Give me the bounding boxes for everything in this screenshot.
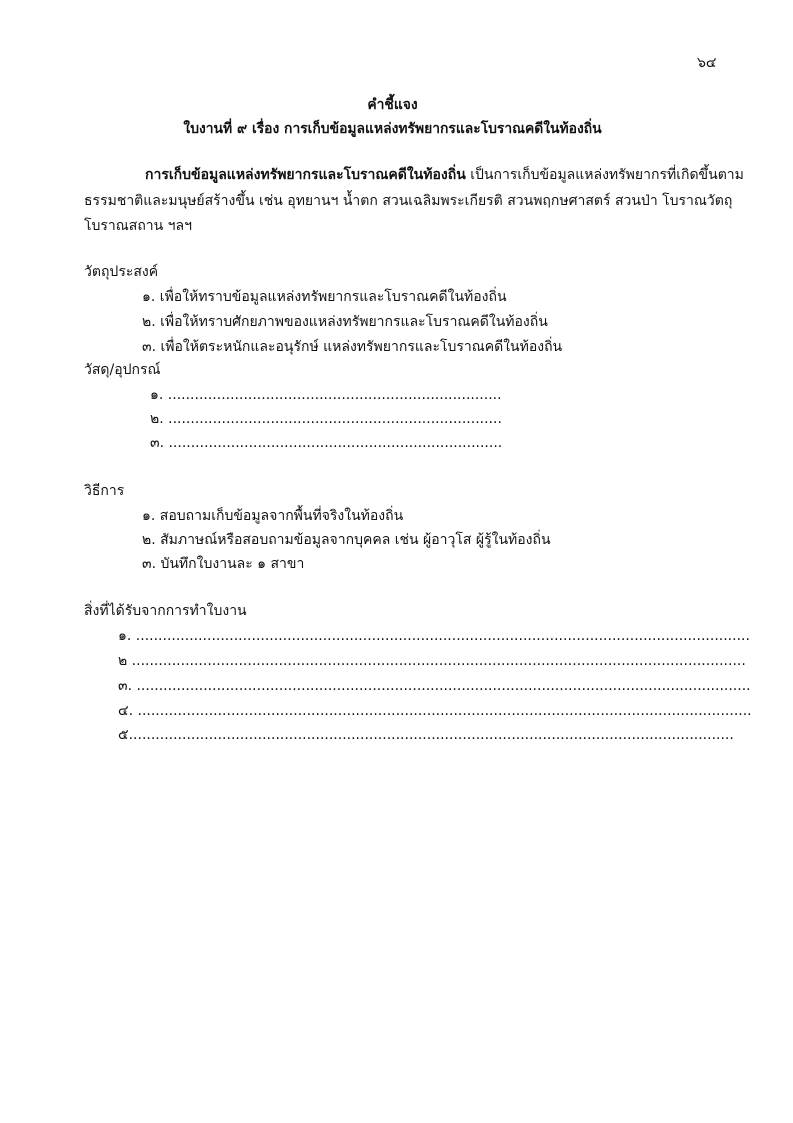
method-item-1: ๑. สอบถามเก็บข้อมูลจากพื้นที่จริงในท้องถิ่น [142, 508, 404, 524]
results-item-4: ๔. .......................................................................................................................................... [118, 703, 752, 719]
objectives-heading: วัตถุประสงค์ [84, 264, 159, 280]
page-title: คำชี้แจง [367, 97, 418, 113]
intro-line-2: ธรรมชาติและมนุษย์สร้างขึ้น เช่น อุทยานฯ น้ำตก สวนเฉลิมพระเกียรติ สวนพฤกษศาสตร์ สวนป่า โบราณวัตถุ [84, 193, 733, 209]
objective-item-1: ๑. เพื่อให้ทราบข้อมูลแหล่งทรัพยากรและโบราณคดีในท้องถิ่น [142, 289, 507, 305]
intro-line-1-rest: เป็นการเก็บข้อมูลแหล่งทรัพยากรที่เกิดขึ้นตาม [465, 167, 744, 183]
materials-item-3: ๓. ........................................................................... [150, 435, 503, 451]
results-item-1: ๑. .......................................................................................................................................... [118, 628, 750, 644]
intro-bold-lead: การเก็บข้อมูลแหล่งทรัพยากรและโบราณคดีในท้องถิ่น [145, 167, 466, 183]
results-item-2: ๒ .......................................................................................................................................... [118, 653, 746, 669]
materials-item-2: ๒. ........................................................................... [150, 411, 502, 427]
materials-item-1: ๑. ........................................................................... [150, 387, 502, 403]
method-heading: วิธีการ [84, 483, 125, 499]
results-item-5: ๕........................................................................................................................................ [118, 727, 734, 743]
page-subtitle: ใบงานที่ ๙ เรื่อง การเก็บข้อมูลแหล่งทรัพยากรและโบราณคดีในท้องถิ่น [183, 121, 602, 137]
intro-line-3: โบราณสถาน ฯลฯ [84, 218, 192, 234]
materials-heading: วัสดุ/อุปกรณ์ [84, 362, 161, 378]
results-item-3: ๓. .......................................................................................................................................... [118, 678, 751, 694]
results-heading: สิ่งที่ได้รับจากการทำใบงาน [84, 603, 247, 619]
method-item-3: ๓. บันทึกใบงานละ ๑ สาขา [142, 556, 305, 572]
intro-line-1 [145, 164, 744, 186]
page-number: ๖๔ [697, 55, 717, 71]
objective-item-2: ๒. เพื่อให้ทราบศักยภาพของแหล่งทรัพยากรและโบราณคดีในท้องถิ่น [142, 314, 548, 330]
method-item-2: ๒. สัมภาษณ์หรือสอบถามข้อมูลจากบุคคล เช่น ผู้อาวุโส ผู้รู้ในท้องถิ่น [142, 532, 551, 548]
objective-item-3: ๓. เพื่อให้ตระหนักและอนุรักษ์ แหล่งทรัพยากรและโบราณคดีในท้องถิ่น [142, 339, 563, 355]
